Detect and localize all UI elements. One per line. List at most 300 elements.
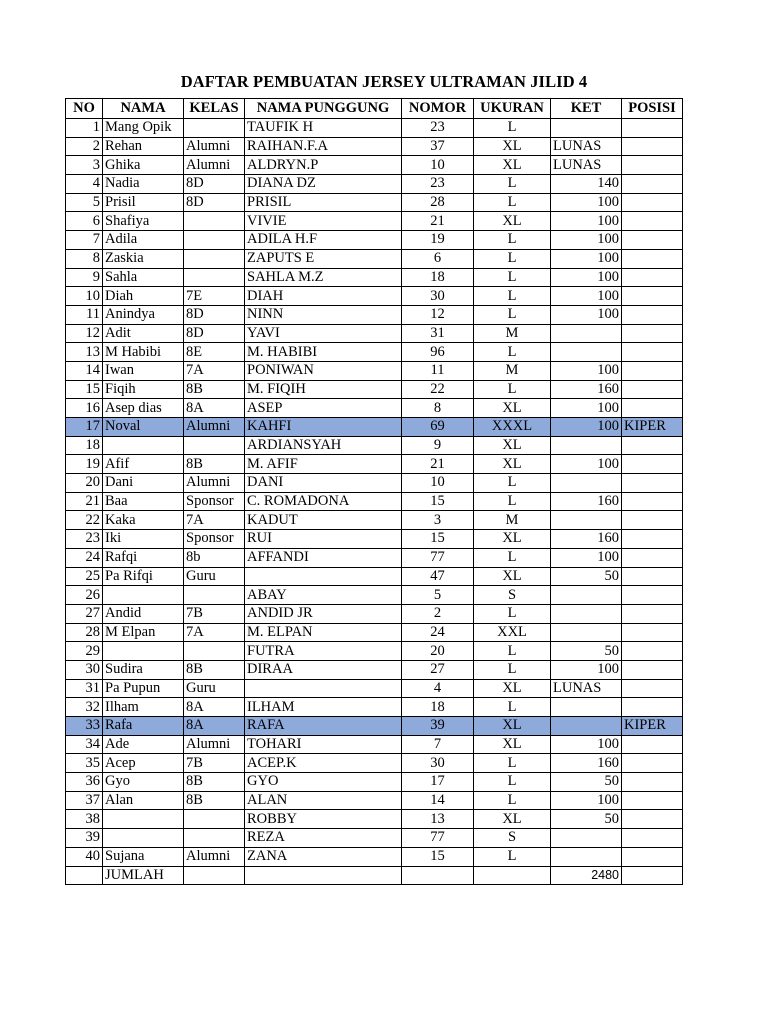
row-number: 29	[66, 642, 103, 661]
back-name-cell: SAHLA M.Z	[245, 268, 402, 287]
total-row	[66, 866, 683, 885]
jersey-number-cell: 21	[402, 212, 474, 231]
table-row	[66, 249, 683, 268]
class-cell: 7A	[184, 361, 245, 380]
class-cell	[184, 436, 245, 455]
table-row	[66, 137, 683, 156]
size-cell: L	[474, 773, 551, 792]
header-ket: KET	[551, 99, 622, 119]
note-cell: 140	[551, 175, 622, 194]
back-name-cell: ACEP.K	[245, 754, 402, 773]
position-cell	[622, 679, 683, 698]
row-number: 30	[66, 660, 103, 679]
header-nomor: NOMOR	[402, 99, 474, 119]
table-row	[66, 436, 683, 455]
note-cell	[551, 586, 622, 605]
table-row	[66, 698, 683, 717]
table-row	[66, 287, 683, 306]
back-name-cell: VIVIE	[245, 212, 402, 231]
row-number: 39	[66, 829, 103, 848]
class-cell: Sponsor	[184, 530, 245, 549]
table-row	[66, 492, 683, 511]
class-cell	[184, 810, 245, 829]
jersey-number-cell: 5	[402, 586, 474, 605]
jersey-number-cell: 27	[402, 660, 474, 679]
row-number: 13	[66, 343, 103, 362]
position-cell	[622, 474, 683, 493]
name-cell: M Elpan	[103, 623, 184, 642]
note-cell	[551, 324, 622, 343]
position-cell	[622, 586, 683, 605]
size-cell: XL	[474, 212, 551, 231]
table-row	[66, 119, 683, 138]
header-nama-punggung: NAMA PUNGGUNG	[245, 99, 402, 119]
jersey-number-cell: 10	[402, 474, 474, 493]
position-cell	[622, 212, 683, 231]
size-cell: XL	[474, 399, 551, 418]
back-name-cell: KADUT	[245, 511, 402, 530]
position-cell	[622, 156, 683, 175]
jersey-number-cell: 15	[402, 847, 474, 866]
size-cell: XXXL	[474, 418, 551, 437]
row-number: 7	[66, 231, 103, 250]
back-name-cell	[245, 567, 402, 586]
name-cell: M Habibi	[103, 343, 184, 362]
row-number: 18	[66, 436, 103, 455]
header-ukuran: UKURAN	[474, 99, 551, 119]
jersey-number-cell: 69	[402, 418, 474, 437]
back-name-cell: AFFANDI	[245, 548, 402, 567]
table-row	[66, 268, 683, 287]
size-cell: XL	[474, 455, 551, 474]
position-cell	[622, 847, 683, 866]
row-number: 36	[66, 773, 103, 792]
position-cell	[622, 343, 683, 362]
back-name-cell: ROBBY	[245, 810, 402, 829]
table-row	[66, 212, 683, 231]
note-cell	[551, 829, 622, 848]
header-kelas: KELAS	[184, 99, 245, 119]
class-cell: 7E	[184, 287, 245, 306]
class-cell: Guru	[184, 679, 245, 698]
note-cell: 100	[551, 193, 622, 212]
back-name-cell: M. HABIBI	[245, 343, 402, 362]
row-number: 25	[66, 567, 103, 586]
header-posisi: POSISI	[622, 99, 683, 119]
position-cell	[622, 623, 683, 642]
row-number: 2	[66, 137, 103, 156]
size-cell: L	[474, 642, 551, 661]
jersey-number-cell: 30	[402, 287, 474, 306]
table-row	[66, 399, 683, 418]
note-cell: 100	[551, 791, 622, 810]
jersey-number-cell: 18	[402, 698, 474, 717]
class-cell: Alumni	[184, 474, 245, 493]
total-no-cell	[66, 866, 103, 885]
table-row	[66, 660, 683, 679]
back-name-cell: ILHAM	[245, 698, 402, 717]
row-number: 15	[66, 380, 103, 399]
back-name-cell: DANI	[245, 474, 402, 493]
back-name-cell: ARDIANSYAH	[245, 436, 402, 455]
note-cell	[551, 474, 622, 493]
name-cell: Rafqi	[103, 548, 184, 567]
table-row	[66, 586, 683, 605]
size-cell: L	[474, 119, 551, 138]
name-cell: Mang Opik	[103, 119, 184, 138]
row-number: 20	[66, 474, 103, 493]
class-cell: Alumni	[184, 418, 245, 437]
position-cell	[622, 660, 683, 679]
total-ukuran-cell	[474, 866, 551, 885]
class-cell: 8B	[184, 380, 245, 399]
table-row	[66, 511, 683, 530]
position-cell	[622, 287, 683, 306]
row-number: 19	[66, 455, 103, 474]
note-cell: 100	[551, 249, 622, 268]
jersey-number-cell: 23	[402, 175, 474, 194]
row-number: 6	[66, 212, 103, 231]
position-cell	[622, 305, 683, 324]
position-cell	[622, 231, 683, 250]
back-name-cell: NINN	[245, 305, 402, 324]
back-name-cell: M. FIQIH	[245, 380, 402, 399]
note-cell: 100	[551, 735, 622, 754]
note-cell: 100	[551, 455, 622, 474]
name-cell: Gyo	[103, 773, 184, 792]
class-cell: 7B	[184, 604, 245, 623]
total-punggung-cell	[245, 866, 402, 885]
size-cell: L	[474, 175, 551, 194]
class-cell: 8A	[184, 399, 245, 418]
back-name-cell: RUI	[245, 530, 402, 549]
table-row	[66, 418, 683, 437]
position-cell	[622, 754, 683, 773]
name-cell: Acep	[103, 754, 184, 773]
size-cell: L	[474, 249, 551, 268]
jersey-number-cell: 4	[402, 679, 474, 698]
back-name-cell: RAFA	[245, 717, 402, 736]
note-cell: 100	[551, 399, 622, 418]
jersey-number-cell: 30	[402, 754, 474, 773]
back-name-cell: ANDID JR	[245, 604, 402, 623]
jersey-number-cell: 15	[402, 492, 474, 511]
note-cell: 100	[551, 231, 622, 250]
position-cell	[622, 604, 683, 623]
name-cell: Kaka	[103, 511, 184, 530]
jersey-number-cell: 28	[402, 193, 474, 212]
jersey-number-cell: 96	[402, 343, 474, 362]
size-cell: XL	[474, 717, 551, 736]
row-number: 1	[66, 119, 103, 138]
back-name-cell: C. ROMADONA	[245, 492, 402, 511]
jersey-number-cell: 12	[402, 305, 474, 324]
row-number: 34	[66, 735, 103, 754]
class-cell: 8D	[184, 305, 245, 324]
name-cell: Sujana	[103, 847, 184, 866]
back-name-cell: FUTRA	[245, 642, 402, 661]
name-cell: Shafiya	[103, 212, 184, 231]
table-row	[66, 455, 683, 474]
position-cell	[622, 399, 683, 418]
name-cell: Alan	[103, 791, 184, 810]
jersey-number-cell: 7	[402, 735, 474, 754]
name-cell: Andid	[103, 604, 184, 623]
back-name-cell: TOHARI	[245, 735, 402, 754]
name-cell	[103, 586, 184, 605]
position-cell	[622, 530, 683, 549]
back-name-cell: ZAPUTS E	[245, 249, 402, 268]
row-number: 11	[66, 305, 103, 324]
position-cell	[622, 175, 683, 194]
row-number: 12	[66, 324, 103, 343]
size-cell: L	[474, 698, 551, 717]
note-cell	[551, 511, 622, 530]
size-cell: L	[474, 548, 551, 567]
class-cell	[184, 268, 245, 287]
class-cell: 7B	[184, 754, 245, 773]
jersey-number-cell: 77	[402, 829, 474, 848]
table-row	[66, 642, 683, 661]
table-row	[66, 604, 683, 623]
jersey-number-cell: 9	[402, 436, 474, 455]
jersey-number-cell: 23	[402, 119, 474, 138]
position-cell	[622, 773, 683, 792]
table-row	[66, 829, 683, 848]
row-number: 4	[66, 175, 103, 194]
name-cell: Afif	[103, 455, 184, 474]
back-name-cell: DIRAA	[245, 660, 402, 679]
size-cell: L	[474, 343, 551, 362]
size-cell: L	[474, 193, 551, 212]
note-cell	[551, 717, 622, 736]
size-cell: L	[474, 604, 551, 623]
jersey-number-cell: 3	[402, 511, 474, 530]
note-cell: 160	[551, 530, 622, 549]
table-row	[66, 231, 683, 250]
position-cell	[622, 119, 683, 138]
position-cell	[622, 436, 683, 455]
jersey-number-cell: 77	[402, 548, 474, 567]
note-cell: 50	[551, 642, 622, 661]
size-cell: M	[474, 511, 551, 530]
back-name-cell: PRISIL	[245, 193, 402, 212]
name-cell: Diah	[103, 287, 184, 306]
row-number: 3	[66, 156, 103, 175]
table-row	[66, 530, 683, 549]
name-cell: Anindya	[103, 305, 184, 324]
position-cell	[622, 567, 683, 586]
table-row	[66, 305, 683, 324]
size-cell: S	[474, 829, 551, 848]
class-cell	[184, 642, 245, 661]
note-cell	[551, 604, 622, 623]
back-name-cell: YAVI	[245, 324, 402, 343]
jersey-number-cell: 15	[402, 530, 474, 549]
total-label: JUMLAH	[103, 866, 184, 885]
note-cell: 100	[551, 287, 622, 306]
name-cell	[103, 810, 184, 829]
note-cell: 100	[551, 418, 622, 437]
class-cell: Alumni	[184, 137, 245, 156]
note-cell: 100	[551, 361, 622, 380]
name-cell: Pa Rifqi	[103, 567, 184, 586]
jersey-number-cell: 6	[402, 249, 474, 268]
name-cell: Pa Pupun	[103, 679, 184, 698]
size-cell: L	[474, 660, 551, 679]
table-row	[66, 791, 683, 810]
table-row	[66, 343, 683, 362]
jersey-number-cell: 22	[402, 380, 474, 399]
table-body	[66, 119, 683, 867]
position-cell	[622, 455, 683, 474]
table-row	[66, 773, 683, 792]
note-cell: 50	[551, 567, 622, 586]
row-number: 28	[66, 623, 103, 642]
back-name-cell	[245, 679, 402, 698]
table-row	[66, 156, 683, 175]
note-cell: 100	[551, 660, 622, 679]
table-row	[66, 810, 683, 829]
table-row	[66, 679, 683, 698]
position-cell	[622, 810, 683, 829]
name-cell: Asep dias	[103, 399, 184, 418]
position-cell	[622, 735, 683, 754]
class-cell: Alumni	[184, 735, 245, 754]
back-name-cell: ALAN	[245, 791, 402, 810]
note-cell	[551, 847, 622, 866]
row-number: 24	[66, 548, 103, 567]
size-cell: XL	[474, 810, 551, 829]
size-cell: M	[474, 361, 551, 380]
header-no: NO	[66, 99, 103, 119]
note-cell	[551, 623, 622, 642]
table-row	[66, 847, 683, 866]
name-cell	[103, 829, 184, 848]
note-cell: 100	[551, 212, 622, 231]
class-cell: 7A	[184, 623, 245, 642]
class-cell: 8b	[184, 548, 245, 567]
jersey-number-cell: 17	[402, 773, 474, 792]
class-cell	[184, 586, 245, 605]
row-number: 26	[66, 586, 103, 605]
size-cell: L	[474, 492, 551, 511]
back-name-cell: RAIHAN.F.A	[245, 137, 402, 156]
back-name-cell: GYO	[245, 773, 402, 792]
back-name-cell: PONIWAN	[245, 361, 402, 380]
jersey-number-cell: 13	[402, 810, 474, 829]
note-cell	[551, 343, 622, 362]
note-cell: LUNAS	[551, 156, 622, 175]
class-cell	[184, 249, 245, 268]
jersey-number-cell: 37	[402, 137, 474, 156]
class-cell: Sponsor	[184, 492, 245, 511]
position-cell	[622, 324, 683, 343]
name-cell: Sudira	[103, 660, 184, 679]
position-cell: KIPER	[622, 418, 683, 437]
row-number: 35	[66, 754, 103, 773]
size-cell: XL	[474, 530, 551, 549]
back-name-cell: REZA	[245, 829, 402, 848]
jersey-number-cell: 14	[402, 791, 474, 810]
note-cell: 160	[551, 380, 622, 399]
name-cell: Prisil	[103, 193, 184, 212]
row-number: 33	[66, 717, 103, 736]
class-cell: Alumni	[184, 847, 245, 866]
size-cell: L	[474, 231, 551, 250]
position-cell	[622, 361, 683, 380]
size-cell: L	[474, 791, 551, 810]
name-cell: Ade	[103, 735, 184, 754]
name-cell: Ghika	[103, 156, 184, 175]
total-nomor-cell	[402, 866, 474, 885]
position-cell	[622, 511, 683, 530]
class-cell: 8D	[184, 324, 245, 343]
size-cell: XL	[474, 735, 551, 754]
size-cell: L	[474, 754, 551, 773]
position-cell	[622, 791, 683, 810]
back-name-cell: M. ELPAN	[245, 623, 402, 642]
position-cell	[622, 137, 683, 156]
size-cell: L	[474, 287, 551, 306]
row-number: 32	[66, 698, 103, 717]
jersey-number-cell: 24	[402, 623, 474, 642]
row-number: 27	[66, 604, 103, 623]
name-cell: Ilham	[103, 698, 184, 717]
table-row	[66, 474, 683, 493]
table-row	[66, 623, 683, 642]
jersey-number-cell: 20	[402, 642, 474, 661]
name-cell	[103, 436, 184, 455]
name-cell: Dani	[103, 474, 184, 493]
table-row	[66, 193, 683, 212]
table-row	[66, 324, 683, 343]
class-cell: 8D	[184, 175, 245, 194]
name-cell: Rehan	[103, 137, 184, 156]
class-cell: 8A	[184, 698, 245, 717]
class-cell	[184, 119, 245, 138]
row-number: 38	[66, 810, 103, 829]
row-number: 14	[66, 361, 103, 380]
jersey-number-cell: 39	[402, 717, 474, 736]
jersey-number-cell: 8	[402, 399, 474, 418]
size-cell: L	[474, 380, 551, 399]
table-row	[66, 717, 683, 736]
back-name-cell: ADILA H.F	[245, 231, 402, 250]
table-row	[66, 567, 683, 586]
row-number: 17	[66, 418, 103, 437]
note-cell: 160	[551, 492, 622, 511]
note-cell: 50	[551, 773, 622, 792]
position-cell	[622, 548, 683, 567]
class-cell: 8D	[184, 193, 245, 212]
name-cell: Iki	[103, 530, 184, 549]
class-cell	[184, 829, 245, 848]
size-cell: L	[474, 268, 551, 287]
class-cell: 7A	[184, 511, 245, 530]
name-cell: Iwan	[103, 361, 184, 380]
jersey-number-cell: 21	[402, 455, 474, 474]
class-cell	[184, 212, 245, 231]
class-cell: 8E	[184, 343, 245, 362]
jersey-number-cell: 18	[402, 268, 474, 287]
note-cell: 100	[551, 268, 622, 287]
class-cell: Guru	[184, 567, 245, 586]
name-cell: Adila	[103, 231, 184, 250]
name-cell	[103, 642, 184, 661]
table-row	[66, 548, 683, 567]
total-posisi-cell	[622, 866, 683, 885]
